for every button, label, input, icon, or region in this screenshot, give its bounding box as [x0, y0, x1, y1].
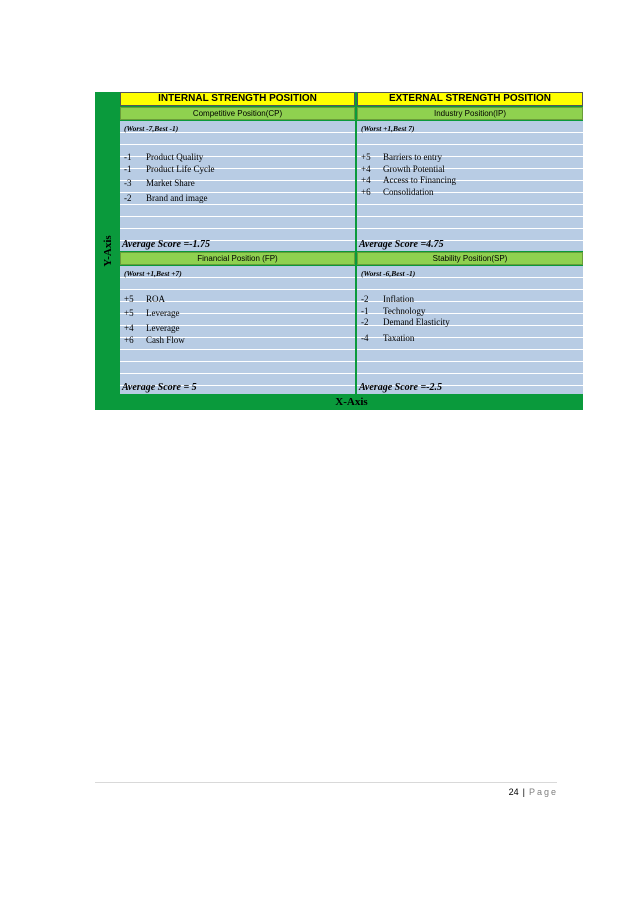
stability-position-range: (Worst -6,Best -1) [361, 269, 416, 278]
footer-separator: | [522, 787, 525, 797]
list-item: -1 Technology [361, 305, 426, 316]
list-item: -2 Demand Elasticity [361, 317, 450, 327]
financial-position-average: Average Score = 5 [122, 382, 197, 393]
competitive-position-average: Average Score =-1.75 [122, 239, 210, 250]
external-strength-header: EXTERNAL STRENGTH POSITION [357, 92, 583, 106]
y-axis-label: Y-Axis [101, 235, 114, 267]
stability-position-cell [357, 266, 583, 394]
stability-position-average: Average Score =-2.5 [359, 382, 442, 393]
list-item: -1 Product Life Cycle [124, 163, 215, 174]
financial-position-items [124, 294, 351, 346]
competitive-position-items [124, 152, 351, 204]
internal-strength-header: INTERNAL STRENGTH POSITION [120, 92, 355, 106]
list-item: +5 Leverage [124, 307, 180, 318]
list-item: +5 ROA [124, 294, 166, 304]
list-item: +4 Growth Potential [361, 163, 445, 174]
industry-position-cell [357, 121, 583, 251]
list-item: +4 Access to Financing [361, 175, 456, 185]
list-item: -2 Brand and image [124, 192, 208, 203]
list-item: -2 Inflation [361, 294, 414, 304]
stability-position-items [361, 294, 579, 344]
list-item: -3 Market Share [124, 178, 195, 188]
industry-position-range: (Worst +1,Best 7) [361, 124, 415, 133]
industry-position-average: Average Score =4.75 [359, 239, 444, 250]
financial-position-range: (Worst +1,Best +7) [124, 269, 182, 278]
page-word: Page [528, 787, 558, 797]
competitive-position-range: (Worst -7,Best -1) [124, 124, 179, 133]
footer-divider [95, 782, 557, 783]
financial-position-header: Financial Position (FP) [120, 252, 355, 265]
industry-position-header: Industry Position(IP) [357, 107, 583, 120]
list-item: +6 Cash Flow [124, 334, 185, 345]
competitive-position-cell [120, 121, 355, 251]
list-item: +6 Consolidation [361, 186, 434, 197]
list-item: -4 Taxation [361, 332, 415, 343]
list-item: -1 Product Quality [124, 152, 204, 162]
financial-position-cell [120, 266, 355, 394]
page-footer [509, 787, 558, 797]
industry-position-items [361, 152, 579, 198]
page-number: 24 [508, 787, 519, 797]
list-item: +4 Leverage [124, 323, 180, 333]
stability-position-header: Stability Position(SP) [357, 252, 583, 265]
x-axis-label: X-Axis [335, 396, 368, 408]
list-item: +5 Barriers to entry [361, 152, 442, 162]
space-matrix-table [95, 92, 583, 410]
competitive-position-header: Competitive Position(CP) [120, 107, 355, 120]
